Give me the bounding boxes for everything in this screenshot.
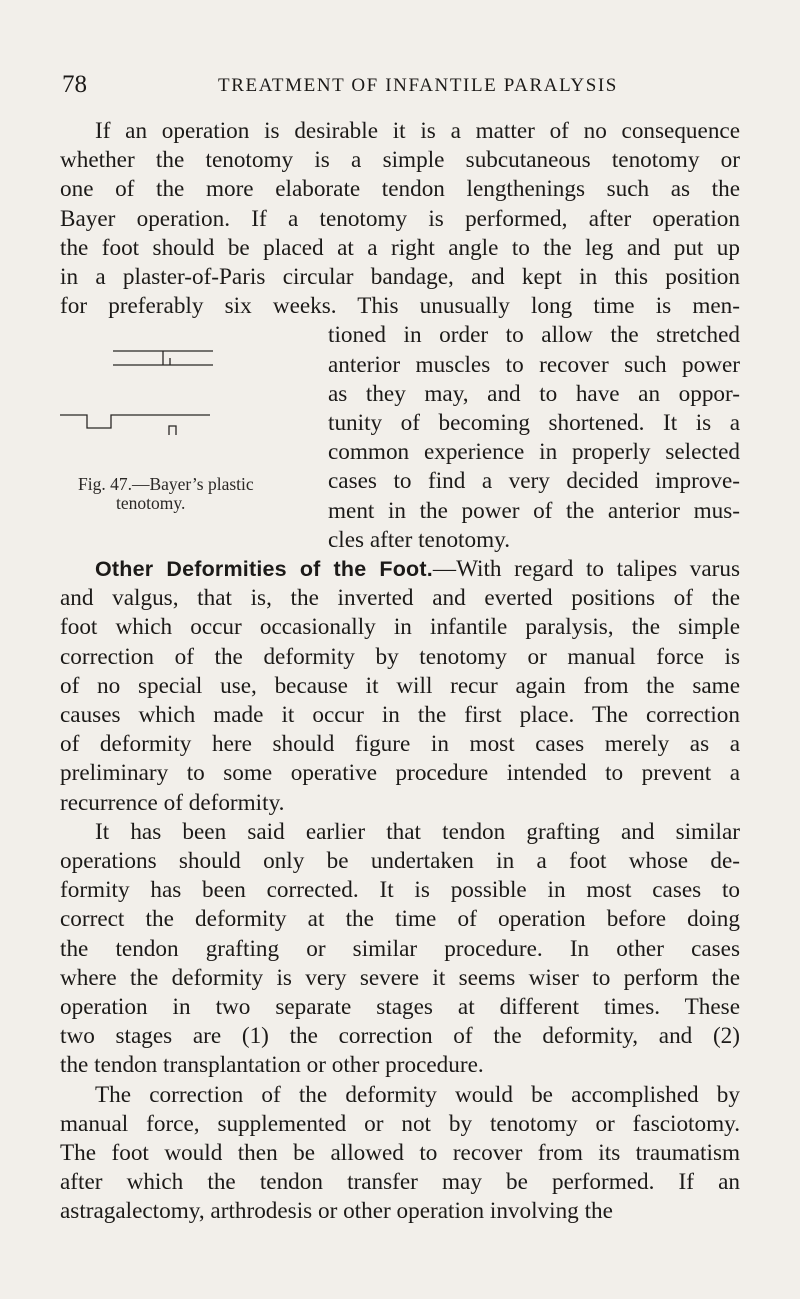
tenotomy-diagram <box>60 325 320 435</box>
text-line: It has been said earlier that tendon grafting and similar <box>95 818 740 845</box>
tendon-lower-bottom <box>60 426 210 435</box>
text-line: after which the tendon transfer may be performed. If an <box>60 1169 740 1196</box>
text-line: operation in two separate stages at different times. These <box>60 994 740 1020</box>
text-line: in a plaster-of-Paris circular bandage, and kept in this position <box>60 264 740 290</box>
text-line: and valgus, that is, the inverted and everted positions of the <box>60 585 740 612</box>
figure-caption-line: Fig. 47.—Bayer’s plastic <box>78 474 254 495</box>
text-line: correct the deformity at the time of operation before doing <box>60 906 740 933</box>
text-line: where the deformity is very severe it seems wiser to perform the <box>60 964 740 991</box>
text-line: If an operation is desirable it is a matter of no consequence <box>95 118 740 144</box>
text-line: anterior muscles to recover such power <box>328 351 740 378</box>
text-line: The foot would then be allowed to recover from its traumatism <box>60 1140 740 1166</box>
text-line: formity has been corrected. It is possible in most cases to <box>60 877 740 904</box>
text-line: recurrence of deformity. <box>60 789 285 816</box>
text-line: of no special use, because it will recur again from the same <box>60 672 740 699</box>
text-line: preliminary to some operative procedure intended to prevent a <box>60 760 740 787</box>
text-line <box>95 555 740 584</box>
text-line: tioned in order to allow the stretched <box>328 322 740 349</box>
figure-caption-line: tenotomy. <box>116 493 186 514</box>
text-line: common experience in properly selected <box>328 439 740 466</box>
figure-bayer-tenotomy <box>60 325 320 435</box>
figure-caption <box>78 475 333 513</box>
text-line: cases to find a very decided improve- <box>328 468 740 495</box>
text-line: one of the more elaborate tendon lengthenings such as the <box>60 176 740 203</box>
text-line: two stages are (1) the correction of the deformity, and (2) <box>60 1023 740 1050</box>
page-number: 78 <box>62 71 87 98</box>
text-line: operations should only be undertaken in a foot whose de- <box>60 848 740 874</box>
text-span: —With regard to talipes varus <box>432 556 740 582</box>
text-line: whether the tenotomy is a simple subcutaneous tenotomy or <box>60 147 740 174</box>
running-title: TREATMENT OF INFANTILE PARALYSIS <box>218 75 618 96</box>
text-line: tunity of becoming shortened. It is a <box>328 410 740 436</box>
text-line: foot which occur occasionally in infantile paralysis, the simple <box>60 614 740 641</box>
tendon-lower-top <box>60 415 210 428</box>
text-line: astragalectomy, arthrodesis or other operation involving the <box>60 1198 613 1225</box>
text-line: Bayer operation. If a tenotomy is performed, after operation <box>60 205 740 232</box>
text-line: as they may, and to have an oppor- <box>328 380 740 407</box>
text-line: the tendon grafting or similar procedure. In other cases <box>60 935 740 962</box>
text-line: of deformity here should figure in most cases merely as a <box>60 731 740 758</box>
text-line: the tendon transplantation or other procedure. <box>60 1052 484 1079</box>
text-line: manual force, supplemented or not by tenotomy or fasciotomy. <box>60 1110 740 1137</box>
text-line: causes which made it occur in the first place. The correction <box>60 702 740 728</box>
text-line: The correction of the deformity would be accomplished by <box>95 1081 740 1108</box>
section-heading: Other Deformities of the Foot. <box>95 557 433 581</box>
text-line: the foot should be placed at a right angle to the leg and put up <box>60 234 740 261</box>
text-line: ment in the power of the anterior mus- <box>328 497 740 524</box>
text-line: cles after tenotomy. <box>328 526 510 553</box>
text-line: correction of the deformity by tenotomy or manual force is <box>60 643 740 670</box>
text-line: for preferably six weeks. This unusually long time is men- <box>60 293 740 320</box>
